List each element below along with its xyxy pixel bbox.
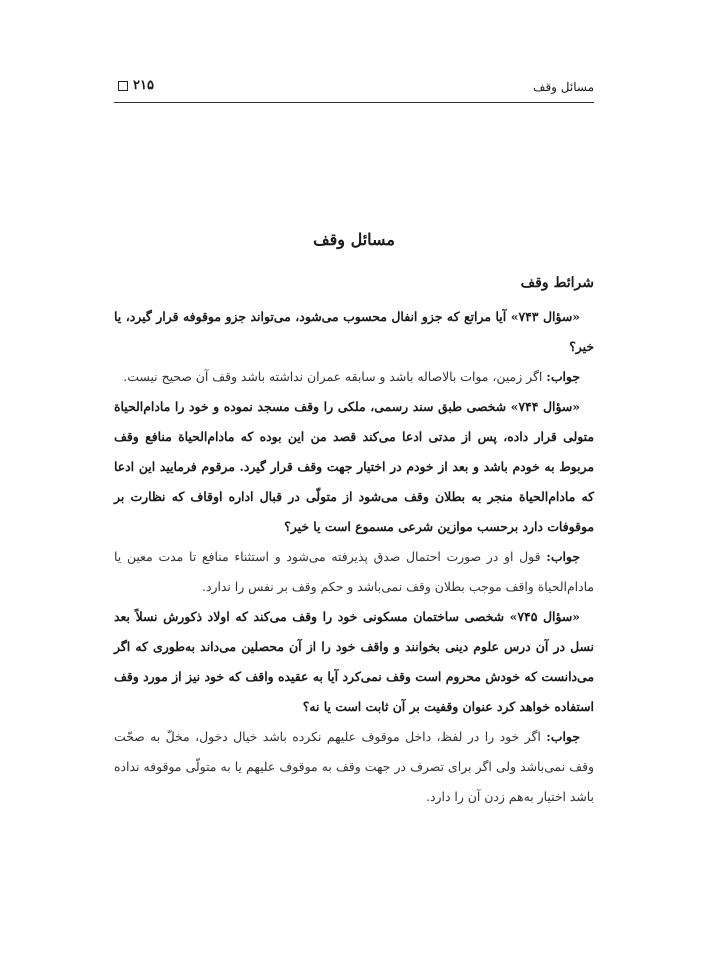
answer-text: اگر زمین، موات بالاصاله باشد و سابقه عمران نداشته باشد وقف آن صحیح نیست. xyxy=(123,369,543,384)
answer-745 xyxy=(114,722,594,812)
answer-text: اگر خود را در لفظ، داخل موقوف علیهم نکرده باشد خیال دخول، مخلّ به صحّت وقف نمی‌باشد ولی اگر برای تصرف در جهت وقف به موقوف علیهم یا به متولّی موقوفه نداده باشد اختیار به‌هم زدن آن را دارد. xyxy=(114,729,594,804)
question-text: شخصی طبق سند رسمی، ملکی را وقف مسجد نموده و خود را مادام‌الحیاة متولی قرار داده، پس از مدتی ادعا می‌کند قصد من این بوده که مادام‌الحیاة منافع وقف مربوط به خودم باشد و بعد از خودم در اختیار جهت وقف قرار گیرد. مرقوم فرمایید این ادعا که مادام‌الحیاة منجر به بطلان وقف می‌شود از متولّی در قبال اداره اوقاف که نظارت بر موقوفات دارد برحسب موازین شرعی مسموع است یا خیر؟ xyxy=(114,399,594,534)
answer-label: جواب: xyxy=(546,549,580,564)
question-745 xyxy=(114,602,594,722)
question-label: «سؤال ۷۴۴» xyxy=(510,399,580,414)
question-label: «سؤال ۷۴۳» xyxy=(510,309,580,324)
question-text: آیا مراتع که جزو انفال محسوب می‌شود، می‌تواند جزو موقوفه قرار گیرد، یا خیر؟ xyxy=(114,309,594,354)
running-title: مسائل وقف xyxy=(533,80,594,94)
section-title: شرائط وقف xyxy=(520,275,594,291)
page-number-group xyxy=(118,78,154,93)
answer-744 xyxy=(114,542,594,602)
question-text: شخصی ساختمان مسکونی خود را وقف می‌کند که اولاد ذکورش نسلاً بعد نسل در آن درس علوم دینی بخوانند و واقف خود را از آن محصلین می‌داند به‌طوری که اگر می‌دانست که خودش محروم است وقف نمی‌کرد آیا به عقیده واقف که خود نیز از مورد وقف استفاده خواهد کرد عنوان وقفیت بر آن ثابت است یا نه؟ xyxy=(114,609,594,714)
header-rule xyxy=(114,102,594,103)
question-744 xyxy=(114,392,594,542)
question-label: «سؤال ۷۴۵» xyxy=(509,609,580,624)
answer-label: جواب: xyxy=(546,729,580,744)
answer-743 xyxy=(114,362,594,392)
page-number: ۲۱۵ xyxy=(133,78,154,93)
answer-label: جواب: xyxy=(546,369,580,384)
square-ornament-icon xyxy=(118,81,128,91)
chapter-title: مسائل وقف xyxy=(313,230,395,249)
answer-text: قول او در صورت احتمال صدق پذیرفته می‌شود و استثناء منافع تا مدت معین یا مادام‌الحیاة واقف موجب بطلان وقف نمی‌باشد و حکم وقف بر نفس را ندارد. xyxy=(114,549,594,594)
running-header xyxy=(114,74,594,104)
question-743 xyxy=(114,302,594,362)
page-body xyxy=(114,226,594,812)
